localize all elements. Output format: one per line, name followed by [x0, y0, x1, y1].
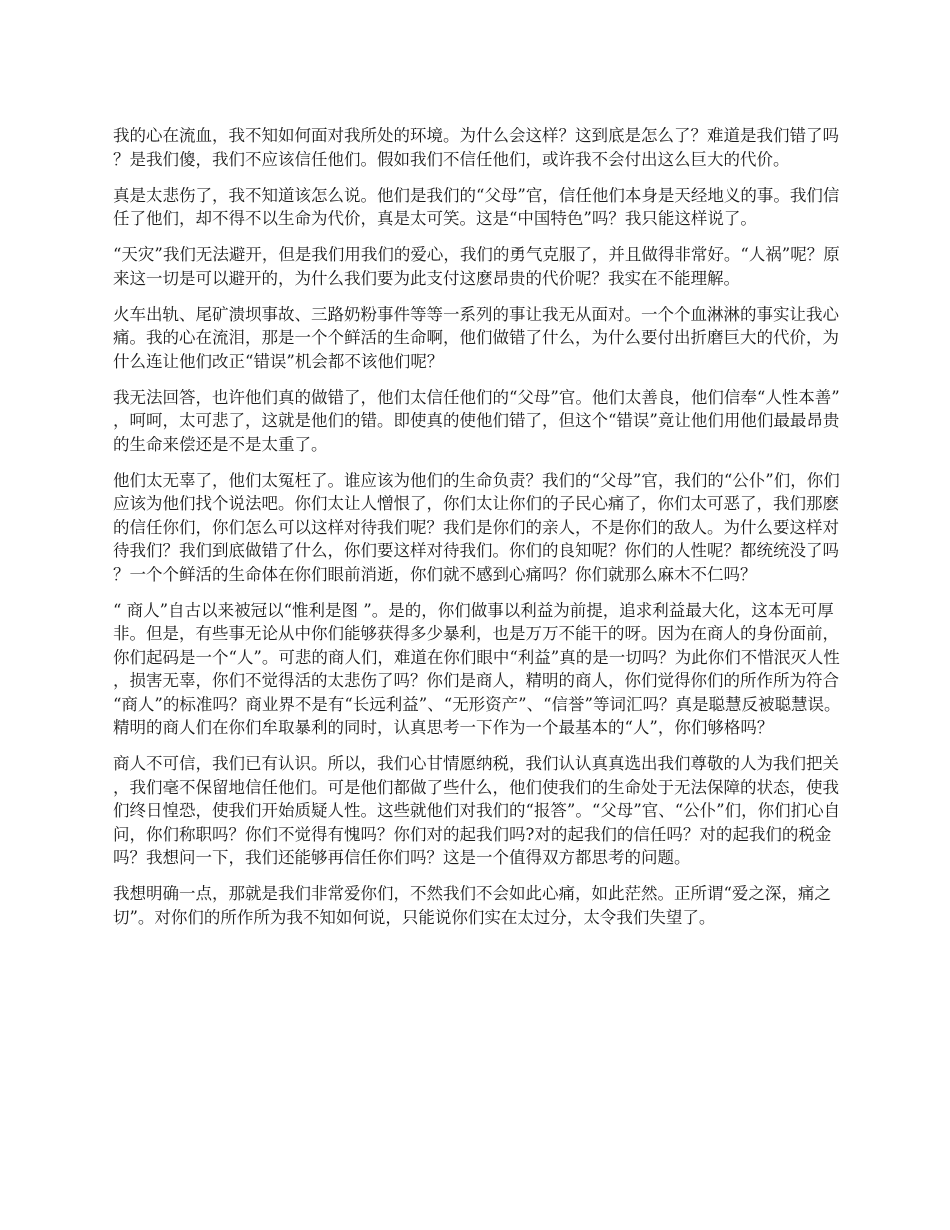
paragraph: 商人不可信，我们已有认识。所以，我们心甘情愿纳税，我们认认真真选出我们尊敬的人为我们把关，我们毫不保留地信任他们。可是他们都做了些什么，他们使我们的生命处于无法保障的状态，使我们终日惶恐，使我们开始质疑人性。这些就他们对我们的“报答”。“父母”官、“公仆”们，你们扪心自问，你们称职吗？你们不觉得有愧吗？你们对的起我们吗?对的起我们的信任吗？对的起我们的税金吗？我想问一下，我们还能够再信任你们吗？这是一个值得双方都思考的问题。	[113, 754, 841, 867]
paragraph: “ 商人”自古以来被冠以“惟利是图 ”。是的，你们做事以利益为前提，追求利益最大化，这本无可厚非。但是，有些事无论从中你们能够获得多少暴利，也是万万不能干的呀。因为在商人的身份面前，你们起码是一个“人”。可悲的商人们，难道在你们眼中“利益”真的是一切吗？为此你们不惜泯灭人性，损害无辜，你们不觉得活的太悲伤了吗？你们是商人，精明的商人，你们觉得你们的所作所为符合“商人”的标准吗？商业界不是有“长远利益”、“无形资产”、“信誉”等词汇吗？真是聪慧反被聪慧误。精明的商人们在你们牟取暴利的同时，认真思考一下作为一个最基本的“人”，你们够格吗？	[113, 600, 841, 737]
paragraph: 他们太无辜了，他们太冤枉了。谁应该为他们的生命负责？我们的“父母”官，我们的“公仆”们，你们应该为他们找个说法吧。你们太让人憎恨了，你们太让你们的子民心痛了，你们太可恶了，我们那麽的信任你们，你们怎么可以这样对待我们呢？我们是你们的亲人，不是你们的敌人。为什么要这样对待我们？我们到底做错了什么，你们要这样对待我们。你们的良知呢？你们的人性呢？都统统没了吗？一个个鲜活的生命体在你们眼前消逝，你们就不感到心痛吗？你们就那么麻木不仁吗？	[113, 470, 840, 584]
paragraph: 我的心在流血，我不知如何面对我所处的环境。为什么会这样？这到底是怎么了？难道是我们错了吗？是我们傻，我们不应该信任他们。假如我们不信任他们，或许我不会付出这么巨大的代价。	[113, 126, 839, 169]
document-body	[113, 124, 841, 942]
paragraph: 我无法回答，也许他们真的做错了，他们太信任他们的“父母”官。他们太善良，他们信奉“人性本善”，呵呵，太可悲了，这就是他们的错。即使真的使他们错了，但这个“错误”竟让他们用他们最最昂贵的生命来偿还是不是太重了。	[113, 387, 840, 454]
paragraph: 火车出轨、尾矿溃坝事故、三路奶粉事件等等一系列的事让我无从面对。一个个血淋淋的事实让我心痛。我的心在流泪，那是一个个鲜活的生命啊，他们做错了什么，为什么要付出折磨巨大的代价，为什么连让他们改正“错误”机会都不该他们呢？	[113, 304, 839, 371]
paragraph: “天灾”我们无法避开，但是我们用我们的爱心，我们的勇气克服了，并且做得非常好。“人祸”呢？原来这一切是可以避开的，为什么我们要为此支付这麽昂贵的代价呢？我实在不能理解。	[113, 245, 840, 288]
paragraph: 真是太悲伤了，我不知道该怎么说。他们是我们的“父母”官，信任他们本身是天经地义的事。我们信任了他们，却不得不以生命为代价，真是太可笑。这是“中国特色”吗？我只能这样说了。	[113, 185, 840, 228]
paragraph: 我想明确一点，那就是我们非常爱你们，不然我们不会如此心痛，如此茫然。正所谓“爱之深，痛之切”。对你们的所作所为我不知如何说，只能说你们实在太过分，太令我们失望了。	[113, 884, 831, 927]
